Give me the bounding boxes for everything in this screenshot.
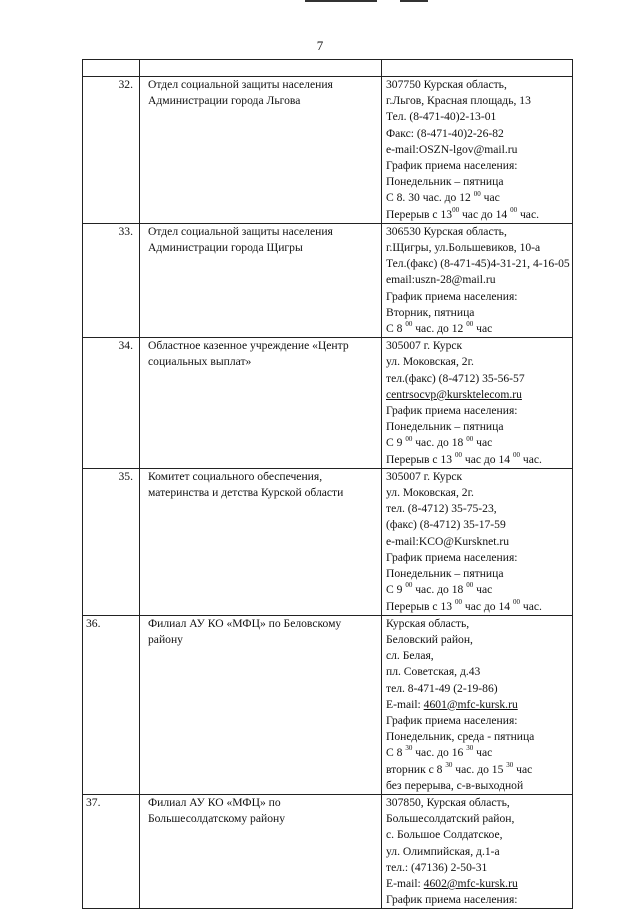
table-header-row (83, 60, 573, 77)
contact-line: пл. Советская, д.43 (386, 665, 481, 679)
contact-details (382, 468, 573, 615)
contact-line: С 8. 30 час. до 12 $^{00}$ час (386, 189, 500, 205)
row-number: 37. (83, 794, 140, 908)
table-row (83, 615, 573, 794)
contact-line: С 8 $^{00}$ час. до 12 $^{00}$ час (386, 320, 493, 336)
contact-line: 305007 г. Курск (386, 339, 463, 353)
organization-line: Филиал АУ КО «МФЦ» по (148, 795, 281, 809)
contact-line: 307750 Курская область, (386, 78, 507, 91)
page-number: 7 (316, 38, 324, 53)
top-rule-right (400, 0, 428, 2)
row-number: 36. (83, 615, 140, 794)
contact-line: Тел. (8-471-40)2-13-01 (386, 110, 497, 124)
organization-line: материнства и детства Курской области (148, 486, 344, 500)
contact-line: ул. Олимпийская, д.1-а (386, 844, 500, 858)
contact-line: Тел.(факс) (8-471-45)4-31-21, 4-16-05 (386, 257, 570, 271)
contact-line: График приема населения: (386, 550, 518, 564)
contact-line: тел. (8-4712) 35-75-23, (386, 502, 497, 516)
contact-details (382, 77, 573, 224)
contact-line: С 8 $^{30}$ час. до 16 $^{30}$ час (386, 744, 493, 760)
contact-line: График приема населения: (386, 893, 518, 907)
organization-name (140, 223, 382, 337)
contact-line: Понедельник – пятница (386, 175, 504, 189)
organization-name (140, 77, 382, 224)
table-row (83, 77, 573, 224)
contact-line: Понедельник – пятница (386, 567, 504, 581)
organization-line: Отдел социальной защиты населения (148, 224, 333, 238)
contact-line: centrsocvp@kursktelecom.ru (386, 387, 522, 401)
contact-line: г.Льгов, Красная площадь, 13 (386, 94, 531, 108)
contact-line: 307850, Курская область, (386, 795, 510, 809)
organization-name (140, 468, 382, 615)
contact-line: e-mail:OSZN-lgov@mail.ru (386, 142, 518, 156)
organization-name (140, 794, 382, 908)
contact-details (382, 223, 573, 337)
contact-line: тел.: (47136) 2-50-31 (386, 860, 488, 874)
contact-line: Перерыв с 13 $^{00}$ час до 14 $^{00}$ час. (386, 450, 542, 466)
contact-line: Большесолдатский район, (386, 812, 515, 826)
table-row (83, 468, 573, 615)
contact-line: сл. Белая, (386, 649, 434, 663)
contact-details (382, 794, 573, 908)
contact-line: вторник с 8 $^{30}$ час. до 15 $^{30}$ час (386, 760, 533, 776)
contact-line: 306530 Курская область, (386, 224, 507, 238)
row-number: 35. (83, 468, 140, 615)
header-cell-organization (140, 60, 382, 77)
contact-line: без перерыва, с-в-выходной (386, 778, 524, 792)
contact-line: E-mail: 4601@mfc-kursk.ru (386, 697, 518, 711)
organization-name (140, 338, 382, 469)
organization-line: району (148, 632, 183, 646)
table-row (83, 794, 573, 908)
organization-line: Комитет социального обеспечения, (148, 469, 323, 483)
contact-line: Понедельник – пятница (386, 420, 504, 434)
organization-line: социальных выплат» (148, 355, 252, 369)
contact-line: E-mail: 4602@mfc-kursk.ru (386, 876, 518, 890)
contact-line: с. Большое Солдатское, (386, 828, 503, 842)
contact-line: email:uszn-28@mail.ru (386, 273, 496, 287)
organization-line: Отдел социальной защиты населения (148, 78, 333, 91)
contact-line: Перерыв с 13 $^{00}$ час до 14 $^{00}$ час. (386, 597, 542, 613)
contact-line: Вторник, пятница (386, 305, 475, 319)
organization-line: Филиал АУ КО «МФЦ» по Беловскому (148, 616, 342, 630)
contact-details (382, 615, 573, 794)
organization-line: Большесолдатскому району (148, 812, 286, 826)
organization-name (140, 615, 382, 794)
contacts-table-wrapper (82, 59, 573, 909)
contact-line: Перерыв с $13^{00}$ час до 14 $^{00}$ час. (386, 205, 539, 221)
contact-line: Понедельник, среда - пятница (386, 730, 535, 744)
table-row (83, 223, 573, 337)
contact-line: тел. 8-471-49 (2-19-86) (386, 681, 498, 695)
contact-line: ул. Моковская, 2г. (386, 486, 474, 500)
contact-line: (факс) (8-4712) 35-17-59 (386, 518, 506, 532)
contact-details (382, 338, 573, 469)
row-number: 33. (83, 223, 140, 337)
contact-line: ул. Моковская, 2г. (386, 355, 474, 369)
contacts-table (82, 59, 573, 909)
contact-line: График приема населения: (386, 404, 518, 418)
contact-line: График приема населения: (386, 713, 518, 727)
header-cell-number (83, 60, 140, 77)
contact-line: 305007 г. Курск (386, 469, 463, 483)
contact-line: e-mail:KCO@Kursknet.ru (386, 534, 510, 548)
contact-line: График приема населения: (386, 289, 518, 303)
contact-line: График приема населения: (386, 159, 518, 173)
contact-line: С 9 $^{00}$ час. до 18 $^{00}$ час (386, 434, 493, 450)
organization-line: Областное казенное учреждение «Центр (148, 339, 349, 353)
contact-line: тел.(факс) (8-4712) 35-56-57 (386, 371, 525, 385)
contact-line: г.Щигры, ул.Большевиков, 10-а (386, 241, 541, 255)
contact-line: Факс: (8-471-40)2-26-82 (386, 126, 504, 140)
contact-line: Беловский район, (386, 632, 473, 646)
header-cell-address (382, 60, 573, 77)
top-rule-left (305, 0, 377, 2)
contact-line: Курская область, (386, 616, 470, 630)
organization-line: Администрации города Щигры (148, 241, 303, 255)
contact-line: С 9 $^{00}$ час. до 18 $^{00}$ час (386, 581, 493, 597)
table-row (83, 338, 573, 469)
organization-line: Администрации города Льгова (148, 94, 301, 108)
row-number: 32. (83, 77, 140, 224)
row-number: 34. (83, 338, 140, 469)
